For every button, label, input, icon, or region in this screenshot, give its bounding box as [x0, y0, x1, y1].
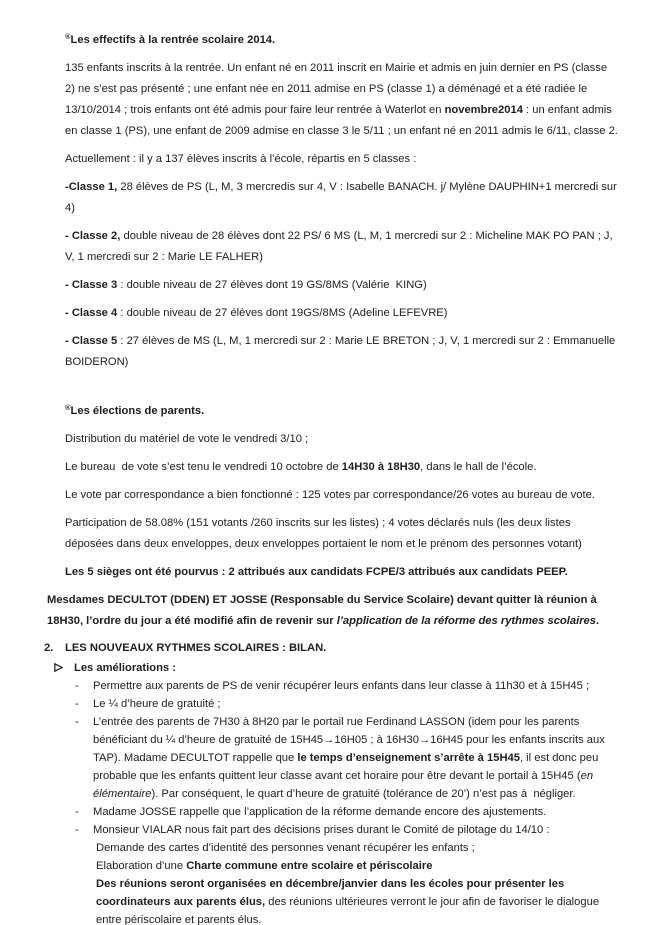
- dash-bullet: -: [75, 806, 79, 818]
- para-classe-4: [65, 303, 620, 324]
- para-participation: [65, 513, 620, 555]
- text-run: , il est donc peu probable que les enfants quittent leur classe avant cet horaire pour être devant le portail à 15H45 (: [93, 752, 602, 782]
- text-run: novembre2014: [444, 104, 523, 116]
- text-run: le temps d’enseignement s’arrête à 15H45: [297, 752, 520, 764]
- text-run: - Classe 4: [65, 307, 118, 319]
- list-item-quart-heure: [65, 695, 620, 713]
- list-item-monsieur-vialar: [65, 821, 620, 839]
- text-run: : double niveau de 27 élèves dont 19GS/8MS (Adeline LEFEVRE): [117, 307, 448, 319]
- text-run: - Classe 2,: [65, 230, 121, 242]
- heading-rythmes-scolaires: [44, 639, 620, 657]
- para-classe-5: [65, 331, 620, 373]
- text-run: 135 enfants inscrits à la rentrée. Un enfant né en 2011 inscrit en Mairie et admis en juin dernier en PS (classe 2) ne s’est pas présenté ; une enfant née en 2011 admise en PS (classe 1) a déménagé et a été radiée le 13/10/2014 ; trois enfants ont été admis pour faire leur rentrée à Waterlot en: [65, 62, 611, 116]
- para-mesdames: [47, 590, 620, 632]
- sub-item-cartes-identite: [65, 839, 620, 857]
- para-bureau-vote: [65, 457, 620, 478]
- sub-item-reunions: [65, 875, 620, 925]
- text-run: Les améliorations :: [74, 662, 176, 674]
- para-distribution: [65, 429, 620, 450]
- text-run: , dans le hall de l’école.: [420, 461, 537, 473]
- text-run: Distribution du matériel de vote le vendredi 3/10 ;: [65, 433, 309, 445]
- text-run: LES NOUVEAUX RYTHMES SCOLAIRES : BILAN.: [65, 642, 327, 654]
- text-run: Participation de 58.08% (151 votants /260 inscrits sur les listes) ; 4 votes déclarés nuls (les deux listes déposées dans deux enveloppes, deux enveloppes portaient le nom et le prénom des personnes votant): [65, 517, 582, 550]
- para-vote-correspondance: [65, 485, 620, 506]
- text-run: Les 5 sièges ont été pourvus : 2 attribués aux candidats FCPE/3 attribués aux candidats PEEP.: [65, 566, 568, 578]
- dash-bullet: -: [75, 824, 79, 836]
- text-run: L’entrée des parents de 7H30 à 8H20 par le portail rue Ferdinand LASSON (idem pour les parents bénéficiant du ¼ d’heure de gratuité de 15H45→16H05 ; à 16H30→16H45 pour les enfants inscrits aux TAP). Madame DECULTOT rappelle que: [93, 716, 608, 764]
- text-run: Madame JOSSE rappelle que l’application de la réforme demande encore des ajustements.: [93, 806, 547, 818]
- heading-effectifs: [65, 26, 620, 51]
- text-run: Le vote par correspondance a bien fonctionné : 125 votes par correspondance/26 votes au bureau de vote.: [65, 489, 595, 501]
- list-item-recuperer-enfants: [65, 677, 620, 695]
- list-item-ameliorations: [65, 659, 620, 677]
- text-run: .: [596, 615, 600, 627]
- text-run: des réunions ultérieures verront le jour afin de favoriser le dialogue entre périscolaire et parents élus.: [96, 896, 603, 925]
- text-run: double niveau de 28 élèves dont 22 PS/ 6 MS (L, M, 1 mercredi sur 2 : Micheline MAK PO PAN ; J, V, 1 mercredi sur 2 : Marie LE FALHER): [65, 230, 616, 263]
- text-run: Mesdames DECULTOT (DDEN) ET JOSSE (Responsable du Service Scolaire) devant quitter là réunion à 18H30, l’ordre du jour a été modifié afin de revenir sur: [47, 594, 600, 627]
- para-classe-2: [65, 226, 620, 268]
- sub-item-charte: [65, 857, 620, 875]
- text-run: : 27 élèves de MS (L, M, 1 mercredi sur 2 : Marie LE BRETON ; J, V, 1 mercredi sur 2 : Emmanuelle BOIDERON): [65, 335, 619, 368]
- item-number: 2.: [44, 642, 54, 654]
- text-run: Les effectifs à la rentrée scolaire 2014.: [70, 34, 276, 46]
- text-run: - Classe 5: [65, 335, 118, 347]
- text-run: ). Par conséquent, le quart d’heure de gratuité (tolérance de 20’) n’est pas à négliger.: [151, 788, 576, 800]
- list-item-entree-parents: [65, 713, 620, 803]
- text-run: : un enfant admis en classe 1 (PS), une enfant de 2009 admise en classe 3 le 5/11 ; un enfant né en 2011 admis le 6/11, classe 2.: [65, 104, 618, 137]
- text-run: Demande des cartes d’identité des personnes venant récupérer les enfants ;: [96, 842, 475, 854]
- text-run: l’application de la réforme des rythmes scolaires: [336, 615, 596, 627]
- para-classe-1: [65, 177, 620, 219]
- para-classe-3: [65, 275, 620, 296]
- text-run: Le ¼ d’heure de gratuité ;: [93, 698, 221, 710]
- text-run: 28 élèves de PS (L, M, 3 mercredis sur 4, V : Isabelle BANACH. j/ Mylène DAUPHIN+1 mercredi sur 4): [65, 181, 620, 214]
- list-item-madame-josse: [65, 803, 620, 821]
- arrowhead-icon: [54, 663, 63, 672]
- bullet-symbol: ®: [65, 32, 71, 41]
- text-run: Monsieur VIALAR nous fait part des décisions prises durant le Comité de pilotage du 14/10 :: [93, 824, 550, 836]
- heading-elections: [65, 397, 620, 422]
- text-run: -Classe 1,: [65, 181, 118, 193]
- text-run: - Classe 3: [65, 279, 118, 291]
- text-run: : double niveau de 27 élèves dont 19 GS/8MS (Valérie KING): [117, 279, 427, 291]
- para-sieges: [65, 562, 620, 583]
- text-run: Des réunions seront organisées en décembre/janvier dans les écoles pour présenter les coordinateurs aux parents élus,: [96, 878, 568, 908]
- para-effectifs-detail: [65, 58, 620, 142]
- bullet-symbol: ®: [65, 403, 71, 412]
- text-run: Permettre aux parents de PS de venir récupérer leurs enfants dans leur classe à 11h30 et à 15H45 ;: [93, 680, 590, 692]
- text-run: Les élections de parents.: [70, 405, 205, 417]
- text-run: 14H30 à 18H30: [341, 461, 421, 473]
- text-run: en élémentaire: [93, 770, 597, 800]
- para-actuellement: [65, 149, 620, 170]
- text-run: Elaboration d’une: [96, 860, 187, 872]
- text-run: Actuellement : il y a 137 élèves inscrits à l’école, répartis en 5 classes :: [65, 153, 417, 165]
- dash-bullet: -: [75, 698, 79, 710]
- dash-bullet: -: [75, 716, 79, 728]
- text-run: Le bureau de vote s’est tenu le vendredi 10 octobre de: [65, 461, 342, 473]
- dash-bullet: -: [75, 680, 79, 692]
- text-run: Charte commune entre scolaire et périscolaire: [186, 860, 433, 872]
